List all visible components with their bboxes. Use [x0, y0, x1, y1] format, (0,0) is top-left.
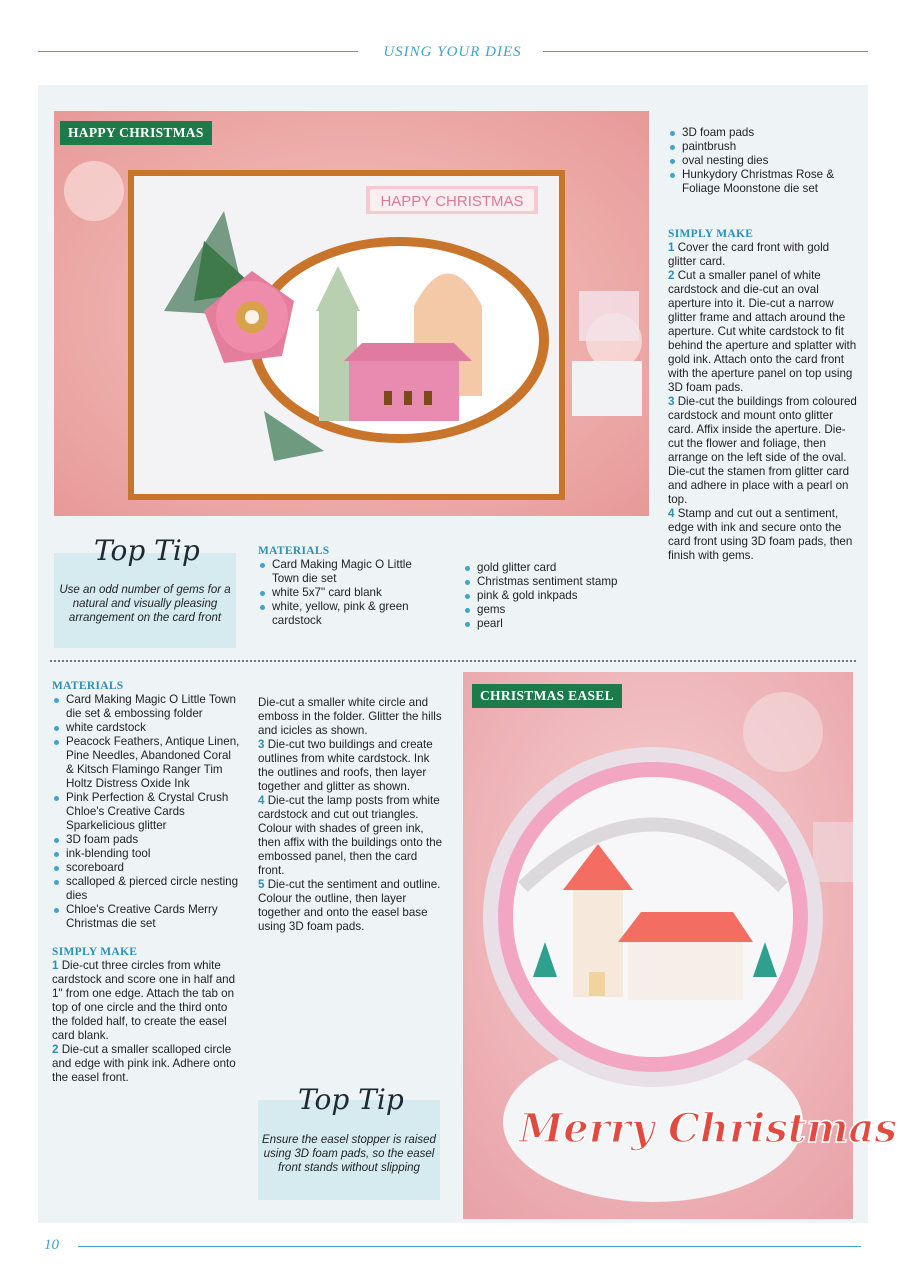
p1-materials [258, 544, 438, 628]
tip-text-2: Ensure the easel stopper is raised using 3D foam pads, so the easel front stands without slipping [262, 1134, 436, 1174]
p1-materials-continued [668, 126, 856, 196]
p1-materials-heading: MATERIALS [258, 545, 330, 557]
step-4: 4 Stamp and cut out a sentiment, edge with ink and secure onto the card front using 3D foam pads, then finish with gems. [668, 507, 853, 562]
material-item: Pink Perfection & Crystal Crush Chloe's Creative Cards Sparkelicious glitter [52, 791, 240, 833]
material-item: oval nesting dies [668, 154, 856, 168]
tip-text-1: Use an odd number of gems for a natural and visually pleasing arrangement on the card front [59, 584, 231, 624]
footer-rule [78, 1246, 861, 1247]
step-3: 3 Die-cut the buildings from coloured cardstock and mount onto glitter card. Affix inside the aperture. Die-cut the flower and foliage, then arrange on the left side of the oval. Die-cut the stamen from glitter card and adhere in place with a pearl on top. [668, 395, 857, 506]
christmas-easel-illustration [463, 672, 897, 1219]
material-item: pearl [463, 617, 653, 631]
p1-materials-col2 [463, 561, 653, 631]
christmas-easel-photo [463, 672, 897, 1219]
material-item: white 5x7" card blank [258, 586, 438, 600]
page-number: 10 [44, 1237, 59, 1253]
p2-materials [52, 679, 240, 1085]
step-2: 2 Die-cut a smaller scalloped circle and edge with pink ink. Adhere onto the easel front. [52, 1043, 236, 1084]
easel-sentiment-text: Merry Christmas [519, 1105, 897, 1152]
p2-method-col2 [258, 696, 446, 934]
p2-method-heading: SIMPLY MAKE [52, 946, 138, 958]
material-item: Hunkydory Christmas Rose & Foliage Moonstone die set [668, 168, 856, 196]
section-divider [50, 660, 856, 662]
material-item: ink-blending tool [52, 847, 240, 861]
step-2: 2 Cut a smaller panel of white cardstock and die-cut an oval aperture into it. Die-cut a narrow glitter frame and attach around the aperture. Cut white cardstock to fit behind the aperture and splatter with gold ink. Attach onto the card front with the aperture panel on top using 3D foam pads. [668, 269, 857, 394]
step-4: 4 Die-cut the lamp posts from white cardstock and cut out triangles. Colour with shades of green ink, then affix with the buildings onto the embossed panel, then the card front. [258, 794, 443, 877]
section-title: USING YOUR DIES [383, 44, 522, 60]
material-item: 3D foam pads [52, 833, 240, 847]
happy-christmas-tag: HAPPY CHRISTMAS [60, 121, 212, 145]
material-item: Chloe's Creative Cards Merry Christmas die set [52, 903, 240, 931]
material-item: Card Making Magic O Little Town die set [258, 558, 438, 586]
step-1: 1 Cover the card front with gold glitter card. [668, 241, 830, 268]
material-item: pink & gold inkpads [463, 589, 653, 603]
material-item: gold glitter card [463, 561, 653, 575]
tip-heading-2: Top Tip [298, 1083, 404, 1116]
p2-materials-heading: MATERIALS [52, 680, 124, 692]
happy-christmas-photo [54, 111, 649, 516]
christmas-easel-tag: CHRISTMAS EASEL [472, 684, 622, 708]
material-item: Peacock Feathers, Antique Linen, Pine Needles, Abandoned Coral & Kitsch Flamingo Ranger Tim Holtz Distress Oxide Ink [52, 735, 240, 791]
header-rule-right [543, 51, 868, 52]
p1-method-heading: SIMPLY MAKE [668, 228, 754, 240]
step-2-continued: Die-cut a smaller white circle and emboss in the folder. Glitter the hills and icicles as shown. [258, 696, 442, 737]
material-item: scoreboard [52, 861, 240, 875]
step-3: 3 Die-cut two buildings and create outlines from white cardstock. Ink the outlines and roofs, then layer together and glitter as shown. [258, 738, 433, 793]
material-item: gems [463, 603, 653, 617]
tip-heading-1: Top Tip [94, 534, 200, 567]
step-5: 5 Die-cut the sentiment and outline. Colour the outline, then layer together and onto the easel base using 3D foam pads. [258, 878, 441, 933]
p1-method [668, 227, 858, 563]
material-item: white, yellow, pink & green cardstock [258, 600, 438, 628]
material-item: 3D foam pads [668, 126, 856, 140]
happy-christmas-card-illustration [54, 111, 649, 516]
material-item: white cardstock [52, 721, 240, 735]
step-1: 1 Die-cut three circles from white cardstock and score one in half and 1" from one edge. Attach the tab on top of one circle and the third onto the folded half, to create the easel card blank. [52, 959, 236, 1042]
material-item: Christmas sentiment stamp [463, 575, 653, 589]
material-item: Card Making Magic O Little Town die set & embossing folder [52, 693, 240, 721]
card-sentiment-text: HAPPY CHRISTMAS [380, 193, 524, 210]
material-item: scalloped & pierced circle nesting dies [52, 875, 240, 903]
material-item: paintbrush [668, 140, 856, 154]
